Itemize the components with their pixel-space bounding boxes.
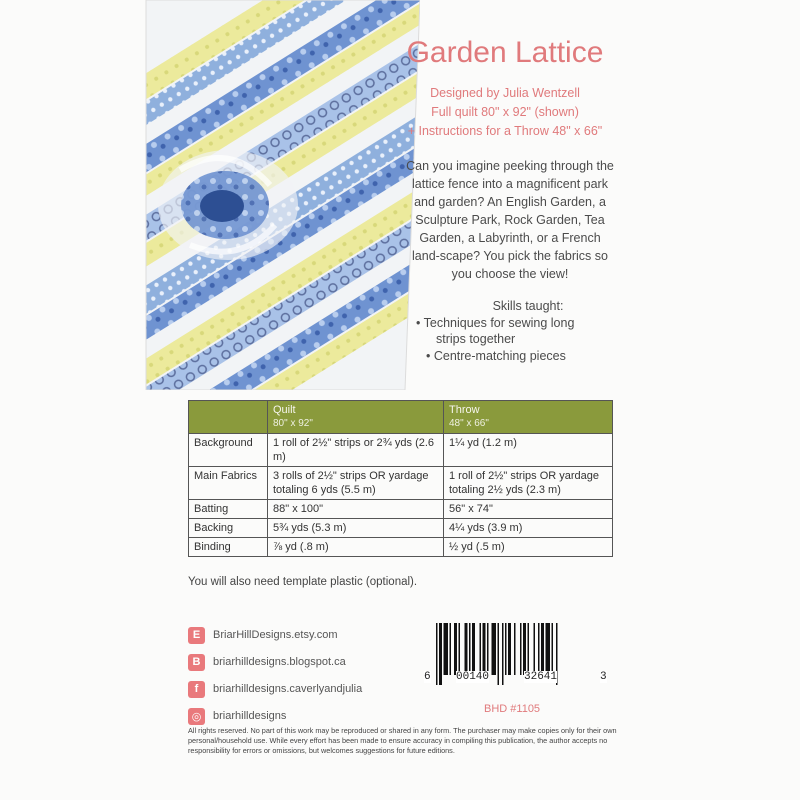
table-row [189,500,613,519]
table-header-quilt [268,401,444,434]
header-throw-size: 48" x 66" [449,418,489,429]
barcode-bar [469,623,471,675]
row-quilt-value: 88" x 100" [268,500,444,519]
page-title: Garden Lattice [406,36,604,69]
table-header-row [189,401,613,434]
supply-note: You will also need template plastic (optional). [188,576,418,588]
row-throw-value: 4¼ yds (3.9 m) [444,519,613,538]
copyright-notice: All rights reserved. No part of this work may be reproduced or shared in any form. The purchaser may make copies only for their own personal/household use. While every effort has been made to ensure accuracy in compiling this publication, the author accepts no responsibility for errors or omissions, but welcomes suggestions for future editions. [188,726,617,755]
barcode-bar [465,623,468,675]
skill-item: • Techniques for sewing long [416,315,575,330]
barcode-bar [502,623,504,685]
barcode-bar [483,623,486,675]
header-quilt-size: 80" x 92" [273,418,313,429]
barcode-bar [505,623,507,675]
row-throw-value: 56" x 74" [444,500,613,519]
barcode-bar [480,623,482,675]
social-links [188,623,362,731]
barcode-bar [439,623,442,685]
credit-block [360,84,650,141]
size-line-full: Full quilt 80" x 92" (shown) [431,105,579,119]
barcode-bar [454,623,457,675]
barcode-bar [546,623,551,675]
barcode-bar [487,623,489,675]
row-quilt-value: 3 rolls of 2½" strips OR yardage totaling 6 yds (5.5 m) [268,467,444,500]
product-code: BHD #1105 [484,703,541,715]
row-throw-value: 1¼ yd (1.2 m) [444,434,613,467]
barcode-bar [498,623,500,685]
barcode-bar [541,623,544,675]
table-header-throw [444,401,613,434]
table-row [189,519,613,538]
barcode-bar [528,623,530,675]
barcode-digits-right: 32641 [524,671,558,683]
size-line-throw: + Instructions for a Throw 48" x 66" [407,124,603,138]
barcode-digits-left: 00140 [456,671,490,683]
barcode-bar [523,623,526,675]
row-label: Batting [189,500,268,519]
link-text[interactable]: BriarHillDesigns.etsy.com [213,629,338,641]
barcode-bar [450,623,452,675]
row-label: Binding [189,538,268,557]
barcode-bar [492,623,497,675]
barcode-bar [538,623,540,675]
link-blogger[interactable] [188,650,362,674]
skill-item-continued: strips together [436,332,516,346]
quilt-photo [0,0,420,390]
link-text[interactable]: briarhilldesigns.caverlyandjulia [213,683,363,695]
table-row [189,467,613,500]
link-etsy[interactable] [188,623,362,647]
link-text[interactable]: briarhilldesigns [213,710,287,722]
row-throw-value: 1 roll of 2½" strips OR yardage totaling 2½ yds (2.3 m) [444,467,613,500]
instagram-icon: ◎ [188,708,205,725]
blogger-icon: B [188,654,205,671]
row-quilt-value: ⅞ yd (.8 m) [268,538,444,557]
facebook-icon: f [188,681,205,698]
table-header-blank [189,401,268,434]
barcode-digit-check: 3 [600,671,607,683]
header-throw-title: Throw [449,404,480,416]
barcode-bar [508,623,511,675]
etsy-icon: E [188,627,205,644]
requirements-table [188,400,613,557]
skill-item: • Centre-matching pieces [426,348,566,363]
description-text: Can you imagine peeking through the lattice fence into a magnificent park and garden? An English Garden, a Sculpture Park, Rock Garden, Tea Garden, a Labyrinth, or a French land-scape? You pick the fabrics so you choose the view! [406,159,614,281]
skills-heading: Skills taught: [492,299,564,313]
barcode-bar [459,623,461,675]
table-row [189,434,613,467]
barcode-bar [520,623,522,675]
link-instagram[interactable] [188,704,362,728]
link-facebook[interactable] [188,677,362,701]
row-label: Background [189,434,268,467]
link-text[interactable]: briarhilldesigns.blogspot.ca [213,656,346,668]
barcode-bar [514,623,516,675]
barcode-bar [444,623,449,675]
barcode-bar [552,623,554,675]
row-throw-value: ½ yd (.5 m) [444,538,613,557]
row-label: Main Fabrics [189,467,268,500]
barcode-bar [436,623,438,685]
row-quilt-value: 5¾ yds (5.3 m) [268,519,444,538]
barcode-bar [534,623,536,675]
barcode [424,623,606,713]
table-row [189,538,613,557]
header-quilt-title: Quilt [273,404,296,416]
barcode-bar [472,623,475,675]
skills-list [408,298,620,364]
barcode-digit-prefix: 6 [424,671,431,683]
row-quilt-value: 1 roll of 2½" strips or 2¾ yds (2.6 m) [268,434,444,467]
row-label: Backing [189,519,268,538]
designer-line: Designed by Julia Wentzell [430,86,580,100]
